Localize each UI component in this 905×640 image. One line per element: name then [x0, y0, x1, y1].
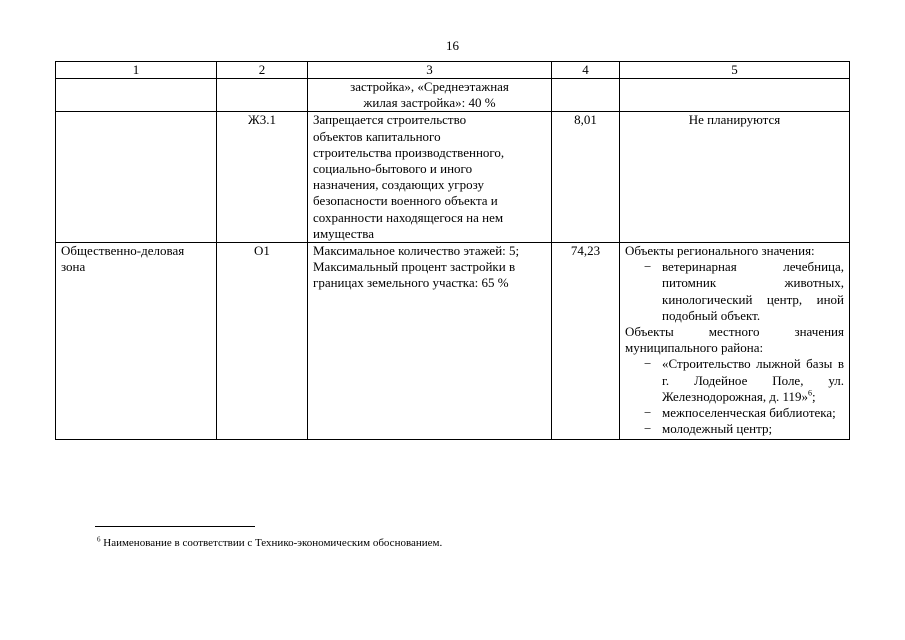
parameters-cell: [308, 79, 552, 112]
area-cell: 8,01: [552, 112, 620, 243]
code-cell: [217, 79, 308, 112]
parameters-line: социально-бытового и иного: [313, 161, 473, 177]
dash-marker: −: [644, 259, 652, 275]
objects-cell: [620, 79, 850, 112]
zone-cell: Общественно-деловая зона: [56, 243, 217, 440]
table-row-continuation: [56, 79, 850, 112]
parameters-line: сохранности находящегося на нем: [313, 209, 504, 225]
parameters-line: жилая застройка»: 40 %: [363, 95, 496, 111]
area-cell: [552, 79, 620, 112]
column-header-1: 1: [56, 62, 217, 79]
code-cell: О1: [217, 243, 308, 440]
parameters-line: безопасности военного объекта и: [313, 193, 498, 209]
column-header-5: 5: [620, 62, 850, 79]
zone-cell: [56, 112, 217, 243]
footnote-text: Наименование в соответствии с Технико-экономическим обоснованием.: [100, 537, 443, 549]
parameters-line: строительства производственного,: [313, 144, 505, 160]
table-row-o1: [56, 243, 850, 440]
parameters-line: застройка», «Среднеэтажная: [350, 79, 509, 94]
regional-objects-heading: Объекты регионального значения:: [625, 243, 815, 259]
objects-cell: [620, 243, 850, 440]
list-item-text: межпоселенческая библиотека;: [662, 405, 836, 421]
list-item-punctuation: ;: [812, 388, 816, 404]
table-header-row: [56, 62, 850, 79]
max-coverage-text: Максимальный процент застройки в границах земельного участка: 65 %: [313, 259, 516, 291]
table-row-zh3-1: [56, 112, 850, 243]
parameters-line: имущества: [313, 225, 374, 241]
max-floors-text: Максимальное количество этажей: 5;: [313, 243, 520, 259]
dash-marker: −: [644, 405, 652, 421]
parameters-line: объектов капитального: [313, 128, 441, 144]
footnote-reference[interactable]: 6: [808, 388, 813, 398]
footnote-marker: 6: [97, 535, 101, 544]
list-item-text: ветеринарная лечебница, питомник животных, кинологический центр, иной подобный объект.: [662, 259, 844, 323]
local-objects-heading: Объекты местного значения муниципального района:: [625, 324, 844, 356]
column-header-3: 3: [308, 62, 552, 79]
code-cell: Ж3.1: [217, 112, 308, 243]
column-header-4: 4: [552, 62, 620, 79]
parameters-line: назначения, создающих угрозу: [313, 177, 484, 193]
parameters-line: Запрещается строительство: [313, 112, 467, 128]
area-cell: 74,23: [552, 243, 620, 440]
list-item: [625, 421, 844, 437]
objects-cell: Не планируются: [620, 112, 850, 243]
list-item: [625, 259, 844, 324]
list-item: [625, 356, 844, 405]
regional-objects-list: [625, 259, 844, 324]
parameters-cell: [308, 112, 552, 243]
footnote-separator: [95, 526, 255, 527]
list-item: [625, 405, 844, 421]
page-number: 16: [446, 38, 459, 53]
list-item-text: «Строительство лыжной базы в г. Лодейное Поле, ул. Железнодорожная, д. 119»: [662, 356, 844, 404]
dash-marker: −: [644, 421, 652, 437]
column-header-2: 2: [217, 62, 308, 79]
footnote: [97, 537, 442, 549]
local-objects-list: [625, 356, 844, 437]
zone-cell: [56, 79, 217, 112]
dash-marker: −: [644, 356, 652, 372]
zones-table: [55, 61, 850, 440]
parameters-cell: [308, 243, 552, 440]
list-item-text: молодежный центр;: [662, 421, 773, 437]
